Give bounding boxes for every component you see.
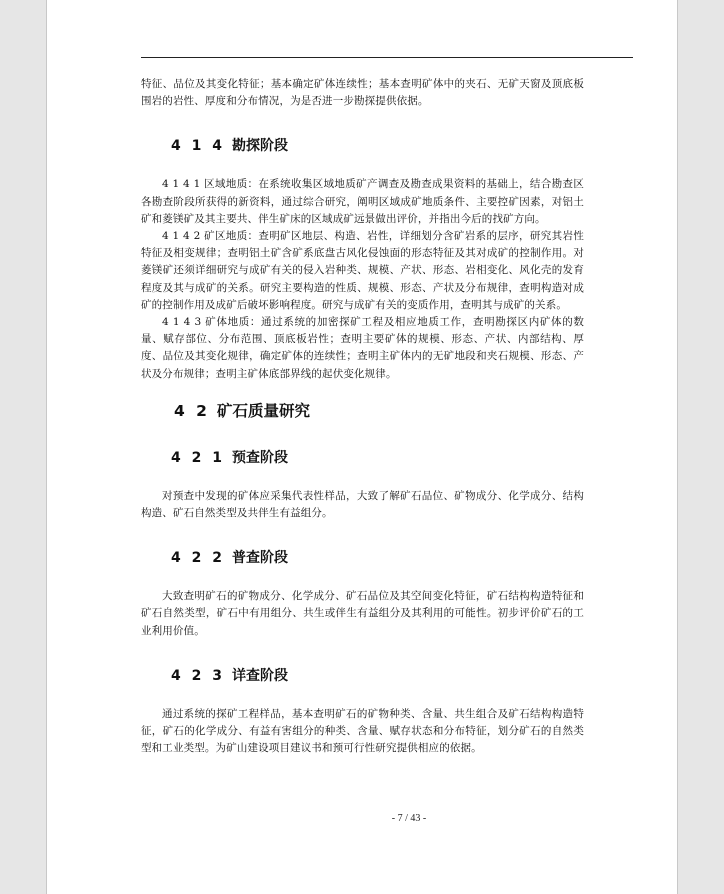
heading-number: 4 1 4 [171, 138, 225, 155]
heading-title: 详查阶段 [231, 667, 288, 684]
heading-4-2-2 [141, 548, 584, 568]
paragraph-4-2-3: 通过系统的探矿工程样品，基本查明矿石的矿物种类、含量、共生组合及矿石结构构造特征，矿石的化学成分、有益有害组分的种类、含量、赋存状态和分布特征，划分矿石的自然类型和工业类型。为矿山建设项目建议书和预可行性研究提供相应的依据。 [141, 707, 584, 755]
heading-title: 勘探阶段 [231, 138, 288, 155]
heading-number: 4 2 1 [171, 449, 225, 466]
heading-number: 4 2 2 [171, 550, 225, 567]
heading-title: 矿石质量研究 [216, 401, 310, 420]
header-rule [141, 57, 633, 58]
heading-4-1-4 [141, 136, 584, 156]
heading-4-2-1 [141, 448, 584, 468]
heading-4-2 [141, 400, 584, 422]
paragraph-4-1-4-1: 4 1 4 1 区域地质：在系统收集区域地质矿产调查及勘查成果资料的基础上，结合勘查区各勘查阶段所获得的新资料，通过综合研究，阐明区域成矿地质条件、主要控矿因素，对铝土矿和菱镁矿及其主要共、伴生矿床的区域成矿远景做出评价，并指出今后的找矿方向。 [141, 178, 584, 225]
heading-number: 4 2 3 [171, 667, 225, 684]
heading-title: 普查阶段 [231, 550, 288, 567]
page-number: - 7 / 43 - [391, 813, 427, 824]
paragraph-4-1-4-2: 4 1 4 2 矿区地质：查明矿区地层、构造、岩性，详细划分含矿岩系的层序，研究其岩性特征及相变规律；查明铝土矿含矿系底盘古风化侵蚀面的形态特征及其对成矿的控制作用。对菱镁矿还须详细研究与成矿有关的侵入岩种类、规模、产状、形态、岩相变化、风化壳的发育程度及其与成矿的关系。研究主要构造的性质、规模、形态、产状及分布规律，查明构造对成矿的控制作用及成矿后破坏影响程度。研究与成矿有关的变质作用，查明其与成矿的关系。 [141, 230, 584, 311]
heading-title: 预查阶段 [231, 449, 288, 466]
paragraph-4-2-2: 大致查明矿石的矿物成分、化学成分、矿石品位及其空间变化特征，矿石结构构造特征和矿石自然类型，矿石中有用组分、共生或伴生有益组分及其利用的可能性。初步评价矿石的工业利用价值。 [141, 590, 584, 637]
heading-4-2-3 [141, 666, 584, 686]
paragraph-continued: 特征、品位及其变化特征；基本确定矿体连续性；基本查明矿体中的夹石、无矿天窗及顶底板围岩的岩性、厚度和分布情况，为是否进一步勘探提供依据。 [141, 78, 584, 108]
paragraph-4-1-4-3: 4 1 4 3 矿体地质：通过系统的加密探矿工程及相应地质工作，查明勘探区内矿体的数量、赋存部位、分布范围、顶底板岩性；查明主要矿体的规模、形态、产状、内部结构、厚度、品位及其变化规律，确定矿体的连续性；查明主矿体内的无矿地段和夹石规模、形态、产状及分布规律；查明主矿体底部界线的起伏变化规律。 [141, 316, 584, 380]
heading-number: 4 2 [174, 401, 210, 420]
paragraph-4-2-1: 对预查中发现的矿体应采集代表性样品，大致了解矿石品位、矿物成分、化学成分、结构构造、矿石自然类型及共伴生有益组分。 [141, 489, 584, 520]
page-content [141, 76, 584, 757]
